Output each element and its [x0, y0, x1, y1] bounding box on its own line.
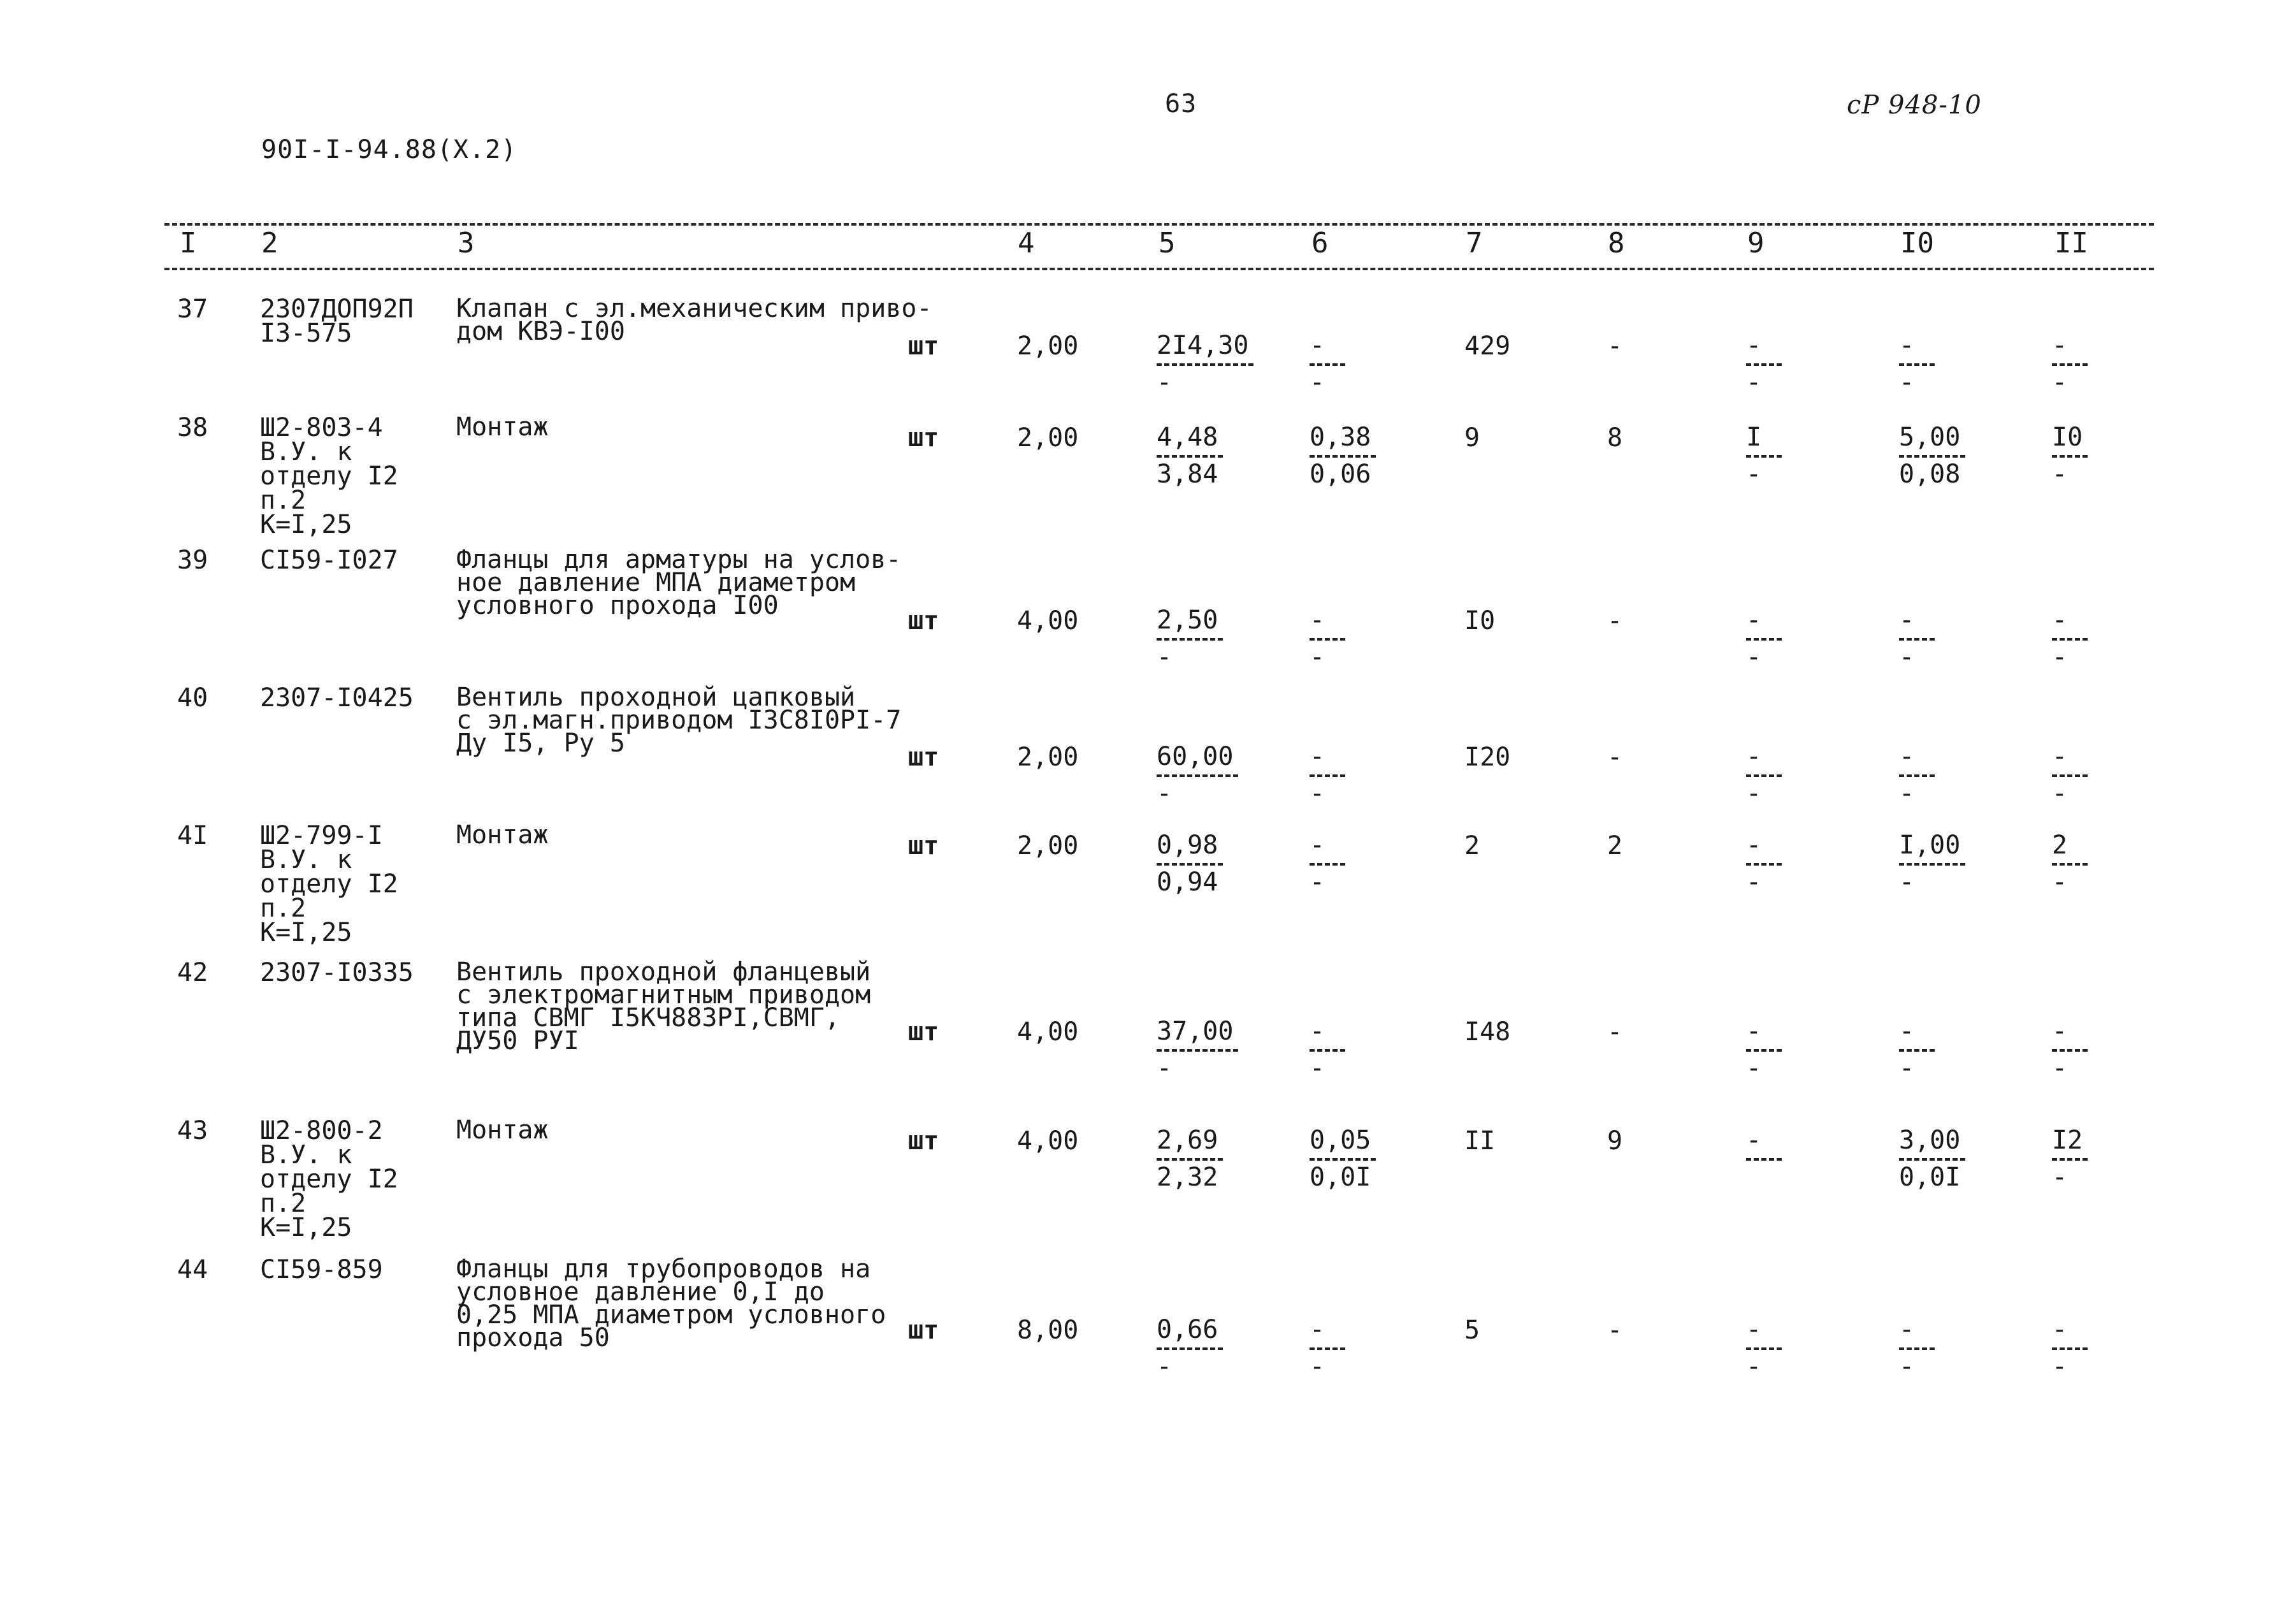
machine-cost-fraction-bar — [1746, 638, 1782, 641]
labor-per-unit — [1899, 1019, 1935, 1081]
wage-cost-denominator: 0,0I — [1310, 1163, 1371, 1192]
labor-total-denominator: - — [2052, 868, 2068, 897]
machine-cost-fraction-bar — [1746, 1049, 1782, 1052]
wage-cost-numerator: - — [1310, 831, 1325, 860]
quantity: 4,00 — [1017, 606, 1079, 635]
labor-total-fraction-bar — [2052, 638, 2088, 641]
labor-per-unit-fraction-bar — [1899, 774, 1935, 777]
labor-per-unit — [1899, 607, 1935, 670]
labor-per-unit-denominator: - — [1899, 643, 1915, 672]
norm-code: Ш2-799-I В.У. к отделу I2 п.2 К=I,25 — [260, 821, 398, 947]
work-description: Фланцы для трубопроводов на условное давление 0,I до 0,25 МПА диаметром условного прохода 50 — [456, 1254, 886, 1353]
norm-code: Ш2-803-4 В.У. к отделу I2 п.2 К=I,25 — [260, 413, 398, 539]
total-cost: 9 — [1464, 423, 1480, 453]
wage-cost-fraction-bar — [1310, 1049, 1345, 1052]
total-wage: - — [1607, 1017, 1623, 1047]
labor-total-fraction-bar — [2052, 863, 2088, 866]
unit-cost-fraction-bar — [1157, 363, 1253, 366]
machine-cost-fraction-bar — [1746, 1347, 1782, 1350]
machine-cost-denominator: - — [1746, 643, 1762, 672]
machine-cost-numerator: - — [1746, 331, 1762, 360]
labor-total-denominator: - — [2052, 1163, 2068, 1192]
unit-cost-numerator: 2I4,30 — [1157, 331, 1249, 360]
row-number: 39 — [177, 546, 208, 575]
quantity: 2,00 — [1017, 331, 1079, 361]
machine-cost-fraction-bar — [1746, 455, 1782, 458]
labor-per-unit-numerator: - — [1899, 1017, 1915, 1046]
unit-cost — [1157, 1317, 1223, 1379]
unit-cost-fraction-bar — [1157, 1347, 1223, 1350]
labor-per-unit-fraction-bar — [1899, 1347, 1935, 1350]
table-header-rule — [164, 268, 2154, 270]
labor-total — [2052, 832, 2088, 895]
machine-cost — [1746, 1019, 1782, 1081]
wage-cost-denominator: - — [1310, 868, 1325, 897]
norm-code: Ш2-800-2 В.У. к отделу I2 п.2 К=I,25 — [260, 1116, 398, 1242]
total-cost: I0 — [1464, 606, 1496, 635]
machine-cost-denominator: - — [1746, 460, 1762, 489]
unit-cost — [1157, 744, 1238, 806]
machine-cost — [1746, 333, 1782, 395]
machine-cost-numerator: - — [1746, 1126, 1762, 1155]
labor-per-unit-denominator: - — [1899, 868, 1915, 897]
row-number: 43 — [177, 1116, 208, 1145]
machine-cost-fraction-bar — [1746, 363, 1782, 366]
machine-cost-fraction-bar — [1746, 863, 1782, 866]
quantity: 2,00 — [1017, 831, 1079, 860]
quantity: 2,00 — [1017, 743, 1079, 772]
work-description: Фланцы для арматуры на услов- ное давление МПА диаметром условного прохода I00 — [456, 545, 902, 620]
unit-cost-fraction-bar — [1157, 774, 1238, 777]
quantity: 8,00 — [1017, 1316, 1079, 1345]
unit-cost — [1157, 607, 1223, 670]
labor-total-numerator: - — [2052, 1017, 2068, 1046]
unit-cost — [1157, 425, 1223, 487]
labor-per-unit — [1899, 333, 1935, 395]
labor-total-numerator: I2 — [2052, 1126, 2083, 1155]
unit-cost — [1157, 832, 1223, 895]
column-header-9: 9 — [1747, 227, 1765, 259]
labor-per-unit — [1899, 832, 1965, 895]
labor-total-numerator: - — [2052, 606, 2068, 635]
wage-cost-denominator: - — [1310, 1054, 1325, 1083]
total-wage: 8 — [1607, 423, 1623, 453]
unit-of-measure: шт — [908, 606, 939, 635]
labor-total-fraction-bar — [2052, 1158, 2088, 1161]
wage-cost-fraction-bar — [1310, 638, 1345, 641]
wage-cost-fraction-bar — [1310, 363, 1345, 366]
total-wage: - — [1607, 1316, 1623, 1345]
column-header-7: 7 — [1466, 227, 1483, 259]
machine-cost-denominator: - — [1746, 779, 1762, 808]
labor-total — [2052, 333, 2088, 395]
labor-total — [2052, 744, 2088, 806]
row-number: 40 — [177, 683, 208, 713]
labor-total — [2052, 425, 2088, 487]
unit-cost-numerator: 37,00 — [1157, 1017, 1234, 1046]
work-description: Монтаж — [456, 1115, 549, 1145]
labor-per-unit-fraction-bar — [1899, 455, 1965, 458]
wage-cost-numerator: - — [1310, 742, 1325, 771]
machine-cost-numerator: - — [1746, 1315, 1762, 1344]
labor-per-unit-numerator: 5,00 — [1899, 423, 1961, 452]
wage-cost-numerator: - — [1310, 1017, 1325, 1046]
labor-per-unit-denominator: 0,08 — [1899, 460, 1961, 489]
labor-per-unit-numerator: - — [1899, 331, 1915, 360]
quantity: 2,00 — [1017, 423, 1079, 453]
total-wage: - — [1607, 331, 1623, 361]
work-description: Монтаж — [456, 820, 549, 850]
labor-total-denominator: - — [2052, 643, 2068, 672]
labor-total — [2052, 1128, 2088, 1190]
labor-total-denominator: - — [2052, 779, 2068, 808]
machine-cost-numerator: - — [1746, 831, 1762, 860]
unit-cost — [1157, 1128, 1223, 1190]
total-cost: 2 — [1464, 831, 1480, 860]
norm-code: CI59-I027 — [260, 546, 398, 575]
column-header-2: 2 — [261, 227, 278, 259]
labor-per-unit-denominator: 0,0I — [1899, 1163, 1961, 1192]
norm-code: 2307ДОП92П I3-575 — [260, 294, 414, 348]
unit-cost-denominator: - — [1157, 643, 1173, 672]
labor-per-unit-numerator: I,00 — [1899, 831, 1961, 860]
unit-cost-numerator: 0,66 — [1157, 1315, 1218, 1344]
wage-cost — [1310, 607, 1345, 670]
unit-of-measure: шт — [908, 331, 939, 361]
labor-per-unit-fraction-bar — [1899, 863, 1965, 866]
total-cost: 429 — [1464, 331, 1511, 361]
row-number: 4I — [177, 821, 208, 850]
wage-cost-numerator: 0,05 — [1310, 1126, 1371, 1155]
table-top-rule — [164, 223, 2154, 226]
norm-code: 2307-I0335 — [260, 958, 414, 987]
labor-total-fraction-bar — [2052, 774, 2088, 777]
wage-cost-denominator: - — [1310, 368, 1325, 397]
unit-cost-fraction-bar — [1157, 455, 1223, 458]
labor-per-unit-denominator: - — [1899, 779, 1915, 808]
machine-cost-denominator: - — [1746, 1054, 1762, 1083]
unit-of-measure: шт — [908, 831, 939, 860]
labor-total-numerator: - — [2052, 1315, 2068, 1344]
total-cost: 5 — [1464, 1316, 1480, 1345]
labor-total-numerator: - — [2052, 331, 2068, 360]
total-cost: II — [1464, 1126, 1496, 1156]
machine-cost — [1746, 1317, 1782, 1379]
column-header-8: 8 — [1608, 227, 1625, 259]
unit-cost-fraction-bar — [1157, 863, 1223, 866]
unit-cost-numerator: 4,48 — [1157, 423, 1218, 452]
labor-total — [2052, 1317, 2088, 1379]
labor-per-unit-numerator: - — [1899, 1315, 1915, 1344]
labor-per-unit-fraction-bar — [1899, 363, 1935, 366]
labor-total-numerator: - — [2052, 742, 2068, 771]
labor-per-unit-denominator: - — [1899, 1352, 1915, 1381]
work-description: Монтаж — [456, 412, 549, 442]
labor-total — [2052, 1019, 2088, 1081]
wage-cost-fraction-bar — [1310, 1158, 1376, 1161]
column-header-3: 3 — [458, 227, 475, 259]
labor-per-unit — [1899, 425, 1965, 487]
wage-cost — [1310, 832, 1345, 895]
total-wage: 9 — [1607, 1126, 1623, 1156]
unit-of-measure: шт — [908, 423, 939, 453]
unit-cost-denominator: 3,84 — [1157, 460, 1218, 489]
wage-cost-numerator: 0,38 — [1310, 423, 1371, 452]
unit-cost — [1157, 333, 1253, 395]
machine-cost-denominator — [1746, 1165, 1782, 1190]
labor-total-fraction-bar — [2052, 1049, 2088, 1052]
labor-per-unit-fraction-bar — [1899, 1158, 1965, 1161]
labor-total-fraction-bar — [2052, 1347, 2088, 1350]
total-cost: I48 — [1464, 1017, 1511, 1047]
total-cost: I20 — [1464, 743, 1511, 772]
column-header-6: 6 — [1311, 227, 1329, 259]
wage-cost-denominator: - — [1310, 643, 1325, 672]
unit-cost-denominator: - — [1157, 1054, 1173, 1083]
unit-of-measure: шт — [908, 1316, 939, 1345]
machine-cost — [1746, 425, 1782, 487]
machine-cost — [1746, 832, 1782, 895]
labor-total-denominator: - — [2052, 1054, 2068, 1083]
wage-cost-fraction-bar — [1310, 1347, 1345, 1350]
labor-total — [2052, 607, 2088, 670]
wage-cost-denominator: - — [1310, 1352, 1325, 1381]
column-header-11: II — [2054, 227, 2088, 259]
labor-total-fraction-bar — [2052, 455, 2088, 458]
document-code: 90I-I-94.88(X.2) — [261, 135, 517, 164]
total-wage: - — [1607, 743, 1623, 772]
labor-per-unit — [1899, 744, 1935, 806]
norm-code: 2307-I0425 — [260, 683, 414, 713]
page-number: 63 — [1165, 89, 1197, 119]
machine-cost — [1746, 1128, 1782, 1190]
total-wage: - — [1607, 606, 1623, 635]
work-description: Вентиль проходной фланцевый с электромагнитным приводом типа СВМГ I5КЧ883PI,СВМГ, ДУ50 РУI — [456, 957, 871, 1056]
unit-of-measure: шт — [908, 1017, 939, 1047]
wage-cost-fraction-bar — [1310, 774, 1345, 777]
machine-cost — [1746, 607, 1782, 670]
row-number: 38 — [177, 413, 208, 442]
row-number: 42 — [177, 958, 208, 987]
column-header-5: 5 — [1159, 227, 1176, 259]
unit-cost-numerator: 2,69 — [1157, 1126, 1218, 1155]
labor-per-unit — [1899, 1317, 1935, 1379]
norm-code: CI59-859 — [260, 1255, 383, 1284]
wage-cost — [1310, 1019, 1345, 1081]
labor-total-fraction-bar — [2052, 363, 2088, 366]
column-header-10: I0 — [1900, 227, 1934, 259]
row-number: 37 — [177, 294, 208, 324]
unit-cost-denominator: - — [1157, 1352, 1173, 1381]
machine-cost-fraction-bar — [1746, 1158, 1782, 1161]
column-header-4: 4 — [1018, 227, 1035, 259]
machine-cost-denominator: - — [1746, 368, 1762, 397]
row-number: 44 — [177, 1255, 208, 1284]
wage-cost — [1310, 1317, 1345, 1379]
labor-per-unit-numerator: 3,00 — [1899, 1126, 1961, 1155]
labor-per-unit — [1899, 1128, 1965, 1190]
labor-total-numerator: I0 — [2052, 423, 2083, 452]
machine-cost — [1746, 744, 1782, 806]
labor-per-unit-numerator: - — [1899, 606, 1915, 635]
machine-cost-numerator: I — [1746, 423, 1762, 452]
unit-cost-numerator: 2,50 — [1157, 606, 1218, 635]
quantity: 4,00 — [1017, 1017, 1079, 1047]
wage-cost-denominator: - — [1310, 779, 1325, 808]
wage-cost-fraction-bar — [1310, 863, 1345, 866]
unit-cost-fraction-bar — [1157, 1158, 1223, 1161]
labor-per-unit-fraction-bar — [1899, 1049, 1935, 1052]
unit-cost-denominator: 2,32 — [1157, 1163, 1218, 1192]
unit-cost-fraction-bar — [1157, 638, 1223, 641]
machine-cost-numerator: - — [1746, 742, 1762, 771]
wage-cost — [1310, 744, 1345, 806]
labor-total-denominator: - — [2052, 460, 2068, 489]
unit-cost-denominator: - — [1157, 779, 1173, 808]
machine-cost-numerator: - — [1746, 606, 1762, 635]
wage-cost — [1310, 333, 1345, 395]
labor-total-numerator: 2 — [2052, 831, 2068, 860]
quantity: 4,00 — [1017, 1126, 1079, 1156]
labor-total-denominator: - — [2052, 368, 2068, 397]
work-description: Вентиль проходной цапковый с эл.магн.приводом I3C8I0PI-7 Ду I5, Ру 5 — [456, 683, 902, 758]
labor-per-unit-denominator: - — [1899, 368, 1915, 397]
wage-cost-fraction-bar — [1310, 455, 1376, 458]
labor-per-unit-fraction-bar — [1899, 638, 1935, 641]
machine-cost-fraction-bar — [1746, 774, 1782, 777]
archive-mark: cP 948-10 — [1847, 91, 1982, 120]
machine-cost-denominator: - — [1746, 868, 1762, 897]
unit-cost-denominator: 0,94 — [1157, 868, 1218, 897]
labor-per-unit-numerator: - — [1899, 742, 1915, 771]
machine-cost-numerator: - — [1746, 1017, 1762, 1046]
total-wage: 2 — [1607, 831, 1623, 860]
unit-cost-denominator: - — [1157, 368, 1173, 397]
unit-cost-fraction-bar — [1157, 1049, 1238, 1052]
unit-cost — [1157, 1019, 1238, 1081]
wage-cost-numerator: - — [1310, 331, 1325, 360]
work-description: Клапан с эл.механическим приво- дом КВЭ-I00 — [456, 294, 932, 346]
unit-of-measure: шт — [908, 743, 939, 772]
unit-cost-numerator: 60,00 — [1157, 742, 1234, 771]
wage-cost — [1310, 1128, 1376, 1190]
unit-cost-numerator: 0,98 — [1157, 831, 1218, 860]
wage-cost-denominator: 0,06 — [1310, 460, 1371, 489]
labor-total-denominator: - — [2052, 1352, 2068, 1381]
wage-cost-numerator: - — [1310, 1315, 1325, 1344]
machine-cost-denominator: - — [1746, 1352, 1762, 1381]
wage-cost — [1310, 425, 1376, 487]
labor-per-unit-denominator: - — [1899, 1054, 1915, 1083]
wage-cost-numerator: - — [1310, 606, 1325, 635]
unit-of-measure: шт — [908, 1126, 939, 1156]
column-header-1: I — [180, 227, 197, 259]
